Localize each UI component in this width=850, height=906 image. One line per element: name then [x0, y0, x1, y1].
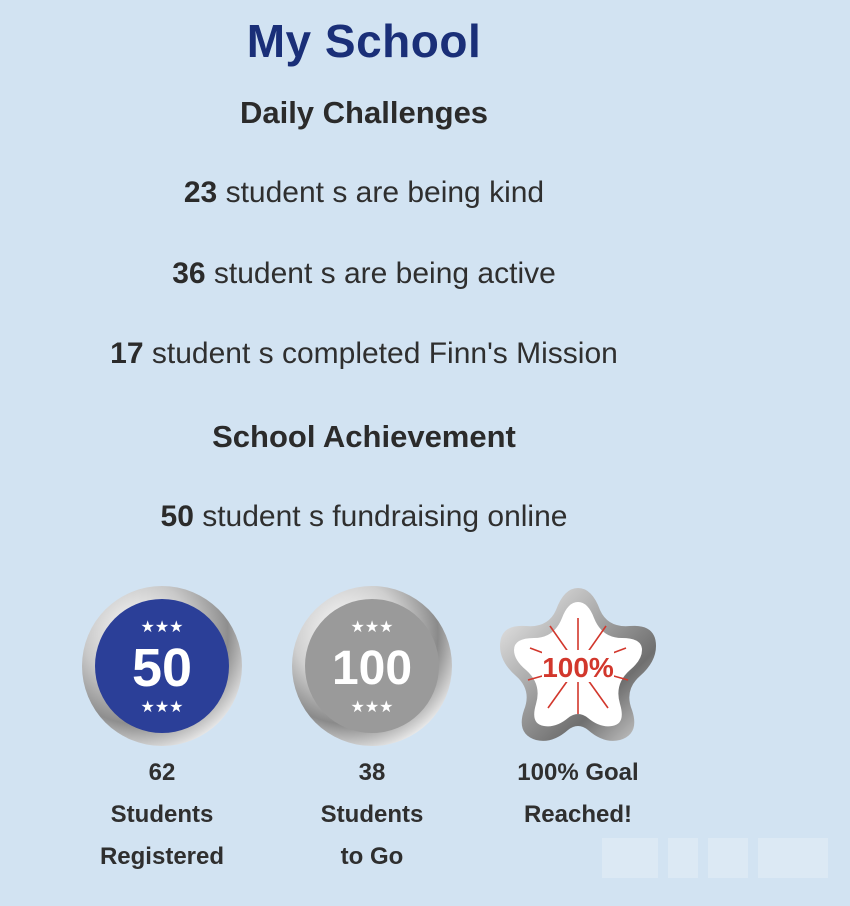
svg-text:★★★: ★★★ [350, 697, 394, 716]
svg-text:★★★: ★★★ [140, 617, 184, 636]
school-achievement-heading: School Achievement [212, 419, 516, 454]
stat-online-text: student s fundraising online [193, 500, 568, 533]
badge-50-caption-line-2: Students [110, 801, 214, 828]
badge-50-icon [80, 584, 244, 748]
stat-online [0, 500, 728, 534]
stat-online-count: 50 [160, 500, 194, 533]
badge-50-caption-line-1: 62 [148, 759, 176, 786]
svg-text:★★★: ★★★ [140, 697, 184, 716]
badge-100-number: 100 [331, 642, 413, 695]
badge-100-caption-line-3: to Go [340, 843, 404, 870]
stat-mission-text: student s completed Finn's Mission [143, 337, 618, 370]
watermark-decoration [602, 832, 832, 884]
badge-100-caption [282, 752, 462, 878]
goal-caption [488, 752, 668, 836]
badge-50-number: 50 [131, 638, 193, 698]
goal-caption-line-2: Reached! [523, 801, 633, 828]
goal-star-icon [496, 584, 660, 748]
stat-kind-count: 23 [183, 176, 218, 209]
stat-mission [0, 337, 728, 371]
goal-caption-line-1: 100% Goal [517, 759, 639, 786]
badge-50-caption-line-3: Registered [99, 843, 225, 870]
stat-mission-count: 17 [110, 337, 144, 370]
daily-challenges-heading: Daily Challenges [239, 95, 489, 130]
badge-50-caption [72, 752, 252, 878]
badge-100-caption-line-2: Students [320, 801, 424, 828]
stat-active [0, 257, 728, 291]
badge-100-caption-line-1: 38 [358, 759, 386, 786]
stat-kind-text: student s are being kind [217, 176, 545, 209]
stat-active-count: 36 [172, 257, 206, 290]
svg-text:★★★: ★★★ [350, 617, 394, 636]
stat-active-text: student s are being active [205, 257, 556, 290]
goal-star-number: 100% [542, 652, 614, 683]
stat-kind [0, 176, 728, 210]
badge-100-icon [290, 584, 454, 748]
page-title: My School [246, 15, 482, 67]
